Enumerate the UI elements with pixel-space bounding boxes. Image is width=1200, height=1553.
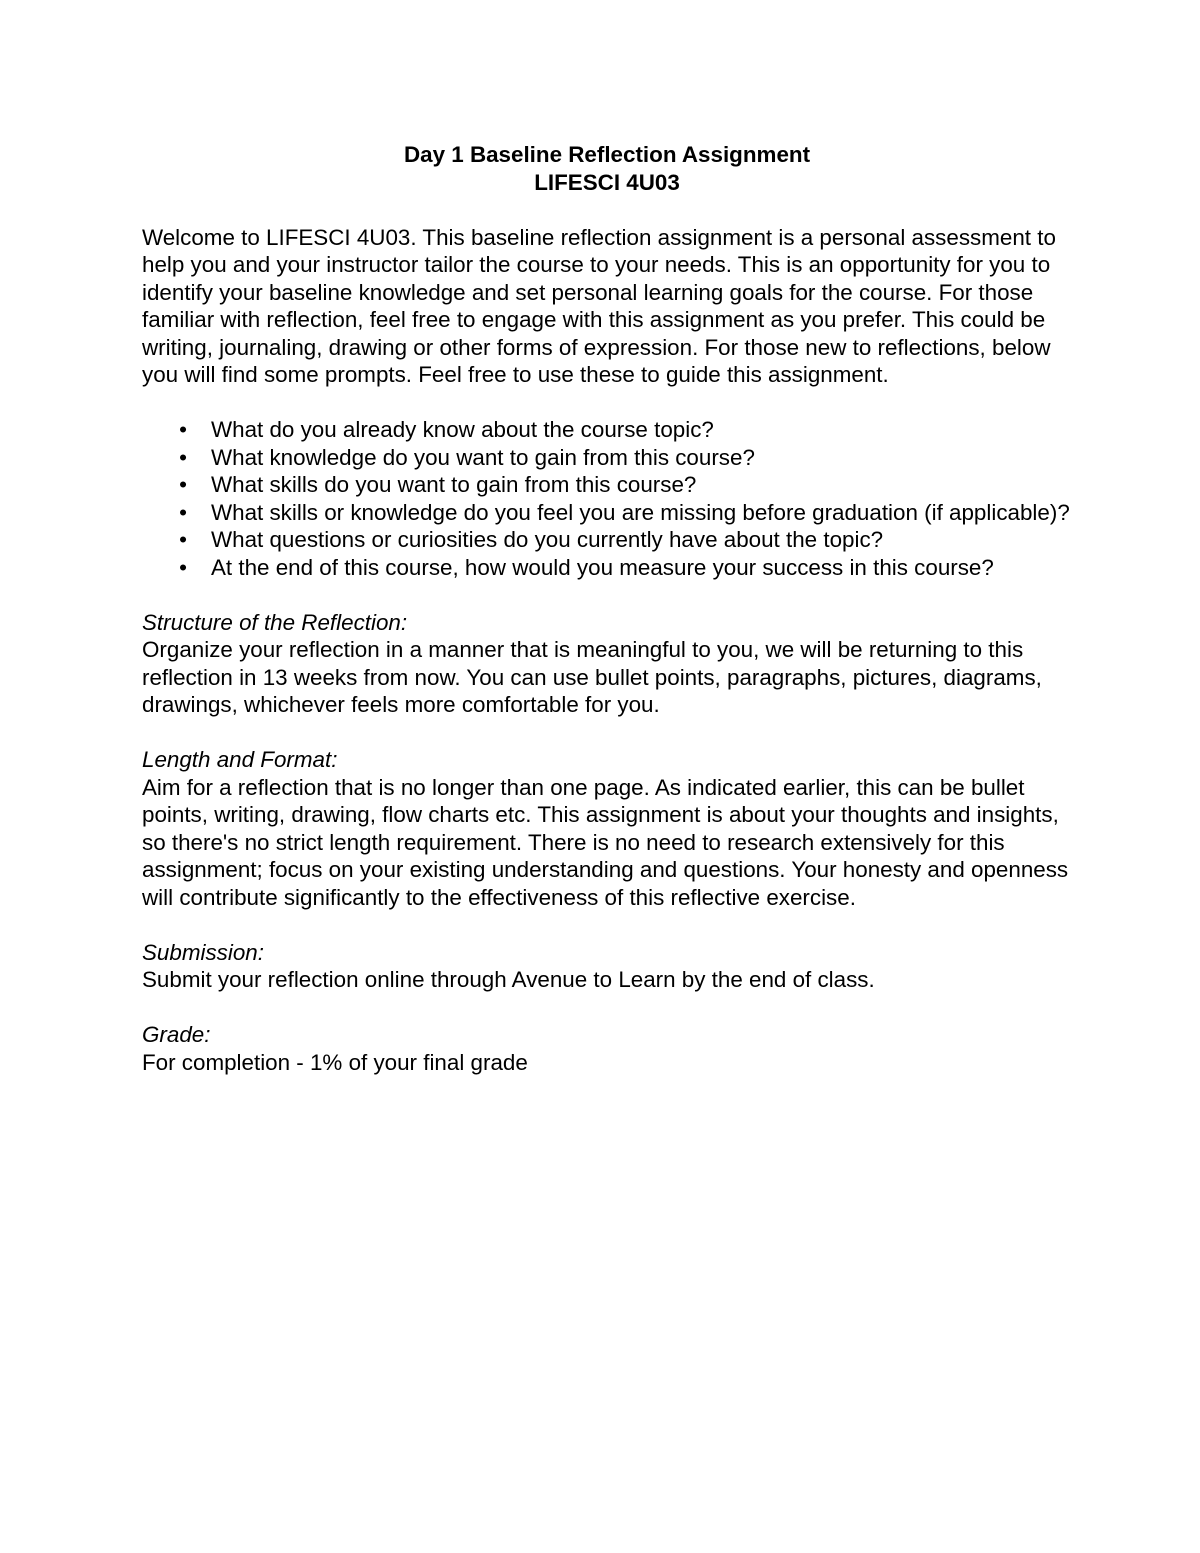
grade-body: For completion - 1% of your final grade: [142, 1049, 528, 1075]
structure-section: [142, 609, 1072, 719]
intro-paragraph: Welcome to LIFESCI 4U03. This baseline reflection assignment is a personal assessment to help you and your instructor tailor the course to your needs. This is an opportunity for you to identify your baseline knowledge and set personal learning goals for the course. For those familiar with reflection, feel free to engage with this assignment as you prefer. This could be writing, journaling, drawing or other forms of expression. For those new to reflections, below you will find some prompts. Feel free to use these to guide this assignment.: [142, 224, 1056, 387]
document-page: [142, 141, 1072, 1076]
list-item: [142, 554, 1072, 582]
bullet-icon: •: [179, 527, 187, 552]
bullet-icon: •: [179, 444, 187, 470]
document-title: [142, 141, 1072, 196]
course-code: LIFESCI 4U03: [534, 169, 680, 195]
submission-heading: Submission:: [142, 939, 264, 965]
bullet-icon: •: [179, 417, 187, 442]
list-item: [142, 444, 1072, 472]
prompt-text: What knowledge do you want to gain from this course?: [211, 444, 755, 470]
grade-section: [142, 1021, 1072, 1076]
list-item: [142, 416, 1072, 444]
submission-body: Submit your reflection online through Avenue to Learn by the end of class.: [142, 967, 875, 992]
bullet-icon: •: [179, 499, 187, 525]
length-format-body: Aim for a reflection that is no longer than one page. As indicated earlier, this can be bullet points, writing, drawing, flow charts etc. This assignment is about your thoughts and insights, so there's no strict length requirement. There is no need to research extensively for this assignment; focus on your existing understanding and questions. Your honesty and openness will contribute significantly to the effectiveness of this reflective exercise.: [142, 774, 1069, 910]
bullet-icon: •: [179, 472, 187, 497]
prompt-text: What skills do you want to gain from this course?: [211, 472, 697, 497]
prompt-text: What do you already know about the course topic?: [211, 417, 714, 442]
list-item: [142, 471, 1072, 499]
prompt-text: What skills or knowledge do you feel you are missing before graduation (if applicable)?: [211, 499, 1070, 525]
structure-body: Organize your reflection in a manner that is meaningful to you, we will be returning to this reflection in 13 weeks from now. You can use bullet points, paragraphs, pictures, diagrams, drawings, whichever feels more comfortable for you.: [142, 637, 1042, 717]
grade-heading: Grade:: [142, 1022, 211, 1047]
length-format-heading: Length and Format:: [142, 747, 338, 772]
length-format-section: [142, 746, 1072, 911]
list-item: [142, 526, 1072, 554]
bullet-icon: •: [179, 554, 187, 580]
prompt-text: At the end of this course, how would you measure your success in this course?: [211, 554, 994, 580]
submission-section: [142, 939, 1072, 994]
list-item: [142, 499, 1072, 527]
structure-heading: Structure of the Reflection:: [142, 609, 408, 635]
assignment-title: Day 1 Baseline Reflection Assignment: [403, 142, 811, 167]
prompt-list: [142, 416, 1072, 581]
prompt-text: What questions or curiosities do you currently have about the topic?: [211, 527, 884, 552]
